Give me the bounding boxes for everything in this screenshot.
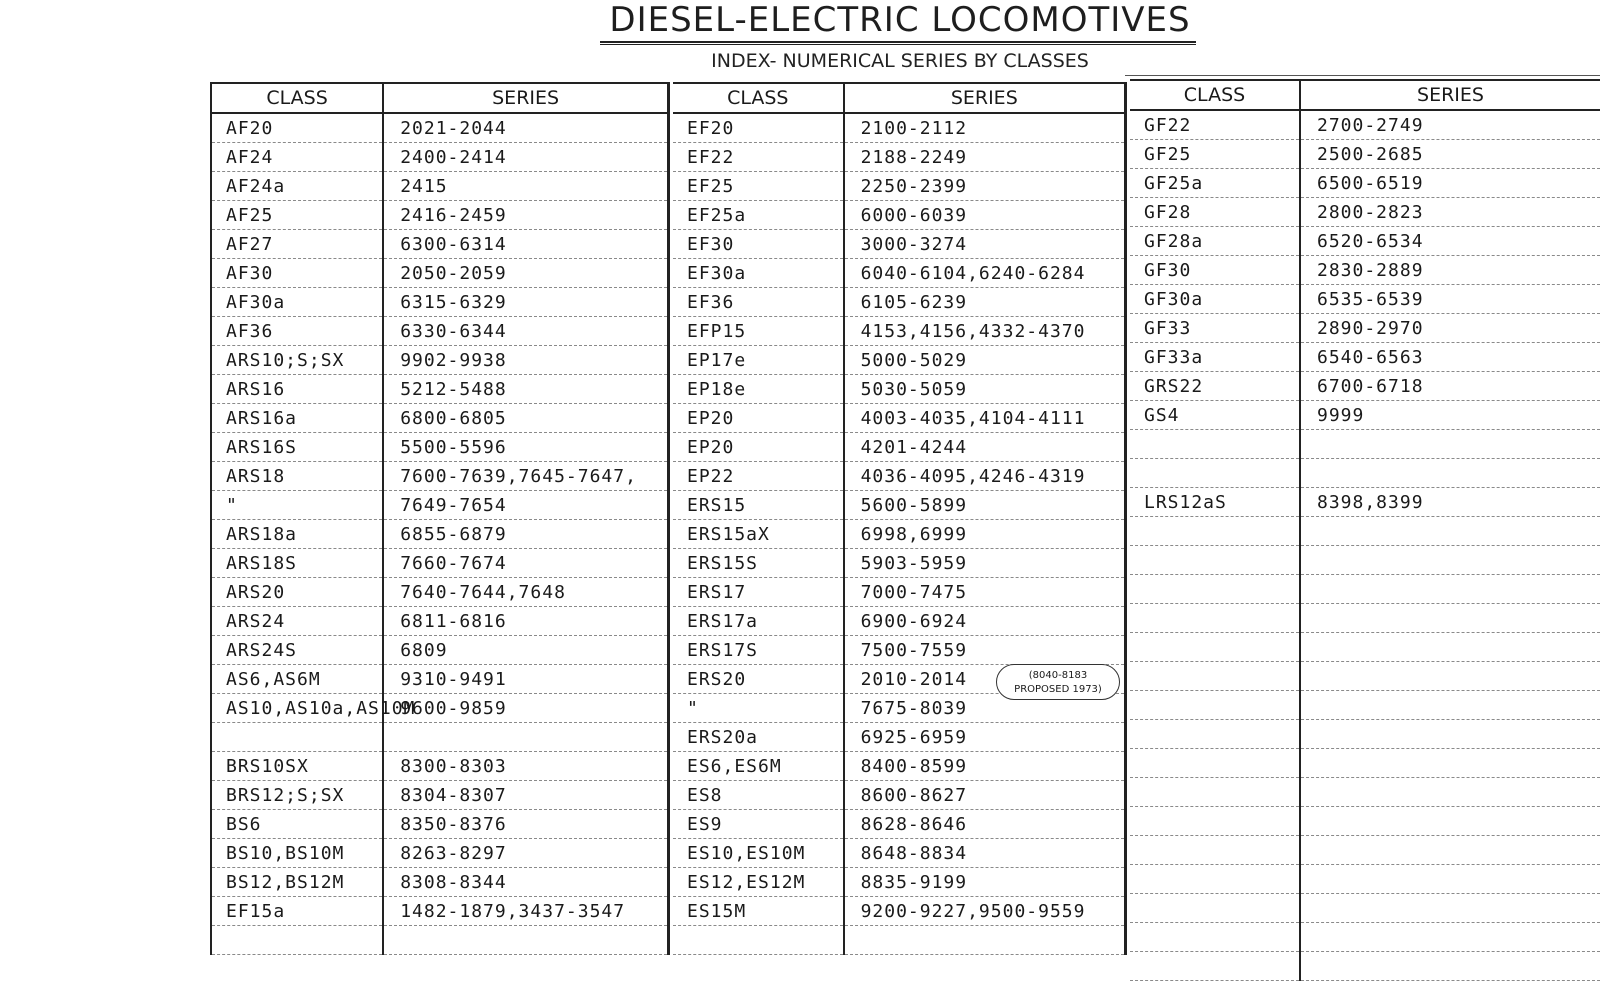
series-cell: 6800-6805	[383, 404, 668, 433]
class-cell	[673, 926, 844, 955]
series-cell: 2188-2249	[844, 143, 1126, 172]
table-row	[211, 868, 669, 897]
series-cell: 9902-9938	[383, 346, 668, 375]
series-cell: 7649-7654	[383, 491, 668, 520]
class-cell: AS10,AS10a,AS10M	[211, 694, 383, 723]
series-cell: 6315-6329	[383, 288, 668, 317]
series-cell	[383, 723, 668, 752]
class-cell: GF25a	[1130, 169, 1300, 198]
class-cell: ARS18S	[211, 549, 383, 578]
table-row	[211, 723, 669, 752]
class-cell: EF36	[673, 288, 844, 317]
series-cell: 6000-6039	[844, 201, 1126, 230]
series-cell	[1300, 691, 1600, 720]
table-row	[211, 810, 669, 839]
class-cell: ARS18a	[211, 520, 383, 549]
table-row	[673, 404, 1126, 433]
series-cell	[1300, 633, 1600, 662]
table-row	[211, 839, 669, 868]
class-cell	[1130, 662, 1300, 691]
series-cell: 7000-7475	[844, 578, 1126, 607]
series-cell: 3000-3274	[844, 230, 1126, 259]
class-cell: ARS24S	[211, 636, 383, 665]
table-row	[211, 665, 669, 694]
table-row	[1130, 894, 1600, 923]
series-cell: 8300-8303	[383, 752, 668, 781]
class-cell: ERS17	[673, 578, 844, 607]
class-cell: ARS16	[211, 375, 383, 404]
class-cell: ERS20	[673, 665, 844, 694]
class-cell: LRS12aS	[1130, 488, 1300, 517]
table-header-row	[211, 83, 669, 113]
series-cell: 5903-5959	[844, 549, 1126, 578]
table-row	[673, 230, 1126, 259]
table-row	[1130, 227, 1600, 256]
table-row	[673, 752, 1126, 781]
class-cell: AS6,AS6M	[211, 665, 383, 694]
table-row	[1130, 314, 1600, 343]
table-row	[211, 288, 669, 317]
series-cell: 7500-7559	[844, 636, 1126, 665]
series-cell: 6330-6344	[383, 317, 668, 346]
class-cell: EFP15	[673, 317, 844, 346]
series-cell: 8308-8344	[383, 868, 668, 897]
class-cell: ERS15	[673, 491, 844, 520]
class-cell: GF33a	[1130, 343, 1300, 372]
series-cell: 8304-8307	[383, 781, 668, 810]
table-row	[211, 549, 669, 578]
table-row	[673, 433, 1126, 462]
class-cell: EF30	[673, 230, 844, 259]
series-cell: 2700-2749	[1300, 110, 1600, 140]
table-row	[1130, 807, 1600, 836]
series-cell	[1300, 894, 1600, 923]
table-row	[1130, 110, 1600, 140]
table-row	[211, 172, 669, 201]
series-cell: 8835-9199	[844, 868, 1126, 897]
series-cell: 6900-6924	[844, 607, 1126, 636]
table-row	[211, 143, 669, 172]
series-cell: 4153,4156,4332-4370	[844, 317, 1126, 346]
table-row	[211, 259, 669, 288]
series-header: SERIES	[383, 83, 668, 113]
series-cell	[1300, 865, 1600, 894]
table-row	[211, 404, 669, 433]
note-line-2: PROPOSED 1973)	[1014, 684, 1102, 695]
series-cell: 8400-8599	[844, 752, 1126, 781]
series-cell	[1300, 575, 1600, 604]
class-cell: ES15M	[673, 897, 844, 926]
class-cell	[1130, 923, 1300, 952]
class-cell: ERS20a	[673, 723, 844, 752]
table-row	[1130, 604, 1600, 633]
table-row	[211, 113, 669, 143]
class-cell: ARS24	[211, 607, 383, 636]
table-row	[673, 143, 1126, 172]
series-cell: 6855-6879	[383, 520, 668, 549]
class-cell: EF25a	[673, 201, 844, 230]
table-row	[673, 491, 1126, 520]
series-cell: 8263-8297	[383, 839, 668, 868]
series-cell: 8648-8834	[844, 839, 1126, 868]
class-cell: ARS10;S;SX	[211, 346, 383, 375]
class-cell: AF20	[211, 113, 383, 143]
series-cell: 1482-1879,3437-3547	[383, 897, 668, 926]
class-cell	[1130, 633, 1300, 662]
class-cell: ES12,ES12M	[673, 868, 844, 897]
class-cell: GF33	[1130, 314, 1300, 343]
series-header: SERIES	[844, 83, 1126, 113]
class-cell: ARS20	[211, 578, 383, 607]
series-cell: 2010-2014	[844, 665, 1126, 694]
class-cell	[1130, 865, 1300, 894]
series-cell: 6300-6314	[383, 230, 668, 259]
class-cell	[1130, 720, 1300, 749]
series-cell: 5600-5899	[844, 491, 1126, 520]
series-cell: 5212-5488	[383, 375, 668, 404]
table-row	[673, 839, 1126, 868]
class-cell: GF25	[1130, 140, 1300, 169]
table-row	[1130, 401, 1600, 430]
series-cell	[1300, 807, 1600, 836]
table-row	[1130, 691, 1600, 720]
series-cell: 6700-6718	[1300, 372, 1600, 401]
table-row	[211, 375, 669, 404]
series-cell: 7600-7639,7645-7647,	[383, 462, 668, 491]
class-cell	[211, 926, 383, 955]
class-cell: GF28	[1130, 198, 1300, 227]
series-cell	[1300, 720, 1600, 749]
series-cell	[844, 926, 1126, 955]
series-cell: 7675-8039	[844, 694, 1126, 723]
series-cell: 5000-5029	[844, 346, 1126, 375]
class-cell: ERS15S	[673, 549, 844, 578]
table-row	[673, 549, 1126, 578]
series-cell	[1300, 517, 1600, 546]
class-cell: ES6,ES6M	[673, 752, 844, 781]
class-cell: EP18e	[673, 375, 844, 404]
class-cell: AF30a	[211, 288, 383, 317]
series-cell: 2250-2399	[844, 172, 1126, 201]
class-cell	[1130, 952, 1300, 981]
table-row	[211, 462, 669, 491]
class-cell: GRS22	[1130, 372, 1300, 401]
series-cell	[1300, 459, 1600, 488]
series-cell: 6925-6959	[844, 723, 1126, 752]
class-cell: EF25	[673, 172, 844, 201]
table-row	[1130, 343, 1600, 372]
table-row	[1130, 285, 1600, 314]
series-cell	[1300, 604, 1600, 633]
table-row	[1130, 633, 1600, 662]
table-row	[211, 520, 669, 549]
series-cell: 8350-8376	[383, 810, 668, 839]
class-cell	[1130, 459, 1300, 488]
series-cell	[1300, 430, 1600, 459]
table-row	[211, 781, 669, 810]
series-cell: 2800-2823	[1300, 198, 1600, 227]
proposed-note	[996, 664, 1120, 700]
table-row	[673, 897, 1126, 926]
series-cell	[1300, 778, 1600, 807]
page-subtitle: INDEX- NUMERICAL SERIES BY CLASSES	[711, 50, 1089, 72]
series-cell	[1300, 952, 1600, 981]
table-row	[211, 578, 669, 607]
class-cell: EP17e	[673, 346, 844, 375]
class-cell: AF25	[211, 201, 383, 230]
table-header-row	[673, 83, 1126, 113]
series-cell	[383, 926, 668, 955]
class-cell: GF22	[1130, 110, 1300, 140]
class-cell	[1130, 749, 1300, 778]
table-row	[673, 781, 1126, 810]
class-cell: GF30a	[1130, 285, 1300, 314]
subtitle-rule	[1125, 75, 1600, 76]
table-row	[673, 346, 1126, 375]
series-header: SERIES	[1300, 80, 1600, 110]
series-cell: 9600-9859	[383, 694, 668, 723]
table-row	[1130, 140, 1600, 169]
table-row	[1130, 865, 1600, 894]
series-cell: 6540-6563	[1300, 343, 1600, 372]
series-cell	[1300, 662, 1600, 691]
class-cell: ES10,ES10M	[673, 839, 844, 868]
table-row	[1130, 575, 1600, 604]
table-row	[1130, 430, 1600, 459]
table-row	[1130, 546, 1600, 575]
class-cell: AF36	[211, 317, 383, 346]
series-cell	[1300, 836, 1600, 865]
series-cell	[1300, 923, 1600, 952]
class-cell: ES8	[673, 781, 844, 810]
series-cell: 2021-2044	[383, 113, 668, 143]
table-row	[673, 317, 1126, 346]
series-cell: 4036-4095,4246-4319	[844, 462, 1126, 491]
table-row	[1130, 517, 1600, 546]
class-cell: BS6	[211, 810, 383, 839]
table-row	[211, 636, 669, 665]
class-cell	[1130, 836, 1300, 865]
page-title: DIESEL-ELECTRIC LOCOMOTIVES	[609, 0, 1191, 40]
note-line-1: (8040-8183	[1028, 670, 1088, 681]
class-cell: "	[211, 491, 383, 520]
table-row	[673, 926, 1126, 955]
table-row	[211, 201, 669, 230]
class-header: CLASS	[673, 83, 844, 113]
series-cell: 4003-4035,4104-4111	[844, 404, 1126, 433]
series-cell: 7660-7674	[383, 549, 668, 578]
table-row	[1130, 952, 1600, 981]
series-cell: 9310-9491	[383, 665, 668, 694]
table-row	[211, 346, 669, 375]
series-cell: 5030-5059	[844, 375, 1126, 404]
table-row	[211, 433, 669, 462]
series-cell: 2400-2414	[383, 143, 668, 172]
series-cell	[1300, 749, 1600, 778]
series-cell: 6500-6519	[1300, 169, 1600, 198]
table-row	[211, 230, 669, 259]
class-cell: EP22	[673, 462, 844, 491]
class-cell: BS10,BS10M	[211, 839, 383, 868]
class-cell: EF20	[673, 113, 844, 143]
table-row	[673, 868, 1126, 897]
class-cell: BRS12;S;SX	[211, 781, 383, 810]
table-row	[1130, 778, 1600, 807]
series-cell: 2100-2112	[844, 113, 1126, 143]
table-row	[673, 375, 1126, 404]
table-row	[1130, 372, 1600, 401]
series-cell: 6811-6816	[383, 607, 668, 636]
table-row	[673, 607, 1126, 636]
table-row	[673, 288, 1126, 317]
series-cell: 6520-6534	[1300, 227, 1600, 256]
class-cell	[1130, 604, 1300, 633]
class-cell: ARS18	[211, 462, 383, 491]
class-cell: EF30a	[673, 259, 844, 288]
class-header: CLASS	[211, 83, 383, 113]
table-row	[1130, 662, 1600, 691]
class-cell	[1130, 517, 1300, 546]
class-cell: EP20	[673, 433, 844, 462]
table-row	[211, 317, 669, 346]
table-header-row	[1130, 80, 1600, 110]
table-row	[673, 578, 1126, 607]
table-row	[673, 636, 1126, 665]
series-cell: 8628-8646	[844, 810, 1126, 839]
series-cell: 9200-9227,9500-9559	[844, 897, 1126, 926]
class-cell: GF28a	[1130, 227, 1300, 256]
class-cell	[1130, 546, 1300, 575]
class-cell: AF30	[211, 259, 383, 288]
table-row	[1130, 488, 1600, 517]
table-row	[1130, 198, 1600, 227]
class-cell	[1130, 807, 1300, 836]
index-table-column-1	[210, 82, 670, 955]
class-cell	[1130, 430, 1300, 459]
series-cell: 8398,8399	[1300, 488, 1600, 517]
table-row	[1130, 256, 1600, 285]
table-row	[1130, 836, 1600, 865]
class-cell: EF15a	[211, 897, 383, 926]
table-row	[211, 607, 669, 636]
series-cell: 5500-5596	[383, 433, 668, 462]
class-cell: EF22	[673, 143, 844, 172]
table-row	[211, 694, 669, 723]
table-row	[673, 723, 1126, 752]
series-cell: 7640-7644,7648	[383, 578, 668, 607]
class-cell	[1130, 691, 1300, 720]
series-cell: 2050-2059	[383, 259, 668, 288]
class-cell: ERS17S	[673, 636, 844, 665]
class-cell	[211, 723, 383, 752]
class-cell: BRS10SX	[211, 752, 383, 781]
table-row	[1130, 749, 1600, 778]
table-row	[1130, 459, 1600, 488]
table-row	[211, 926, 669, 955]
index-table-column-2	[673, 82, 1127, 955]
table-row	[673, 113, 1126, 143]
class-cell: AF24a	[211, 172, 383, 201]
series-cell: 9999	[1300, 401, 1600, 430]
class-cell	[1130, 894, 1300, 923]
table-row	[1130, 720, 1600, 749]
table-row	[211, 491, 669, 520]
class-cell: GF30	[1130, 256, 1300, 285]
class-cell: ERS17a	[673, 607, 844, 636]
class-cell: AF24	[211, 143, 383, 172]
class-cell	[1130, 575, 1300, 604]
table-row	[211, 752, 669, 781]
series-cell: 6998,6999	[844, 520, 1126, 549]
class-header: CLASS	[1130, 80, 1300, 110]
series-cell: 8600-8627	[844, 781, 1126, 810]
index-table-column-3	[1130, 79, 1600, 981]
class-cell	[1130, 778, 1300, 807]
table-row	[673, 172, 1126, 201]
series-cell: 2416-2459	[383, 201, 668, 230]
class-cell: BS12,BS12M	[211, 868, 383, 897]
table-row	[211, 897, 669, 926]
table-row	[673, 462, 1126, 491]
table-row	[1130, 169, 1600, 198]
class-cell: ARS16S	[211, 433, 383, 462]
table-row	[673, 810, 1126, 839]
table-row	[673, 201, 1126, 230]
table-row	[673, 259, 1126, 288]
class-cell: AF27	[211, 230, 383, 259]
title-underline-secondary	[600, 44, 1196, 45]
series-cell: 6535-6539	[1300, 285, 1600, 314]
series-cell: 4201-4244	[844, 433, 1126, 462]
series-cell: 2500-2685	[1300, 140, 1600, 169]
series-cell: 2830-2889	[1300, 256, 1600, 285]
class-cell: ERS15aX	[673, 520, 844, 549]
series-cell: 2415	[383, 172, 668, 201]
class-cell: ARS16a	[211, 404, 383, 433]
class-cell: EP20	[673, 404, 844, 433]
title-underline	[600, 41, 1196, 43]
series-cell: 6809	[383, 636, 668, 665]
class-cell: "	[673, 694, 844, 723]
class-cell: GS4	[1130, 401, 1300, 430]
class-cell: ES9	[673, 810, 844, 839]
series-cell: 6040-6104,6240-6284	[844, 259, 1126, 288]
table-row	[1130, 923, 1600, 952]
table-row	[673, 520, 1126, 549]
series-cell: 6105-6239	[844, 288, 1126, 317]
series-cell	[1300, 546, 1600, 575]
series-cell: 2890-2970	[1300, 314, 1600, 343]
